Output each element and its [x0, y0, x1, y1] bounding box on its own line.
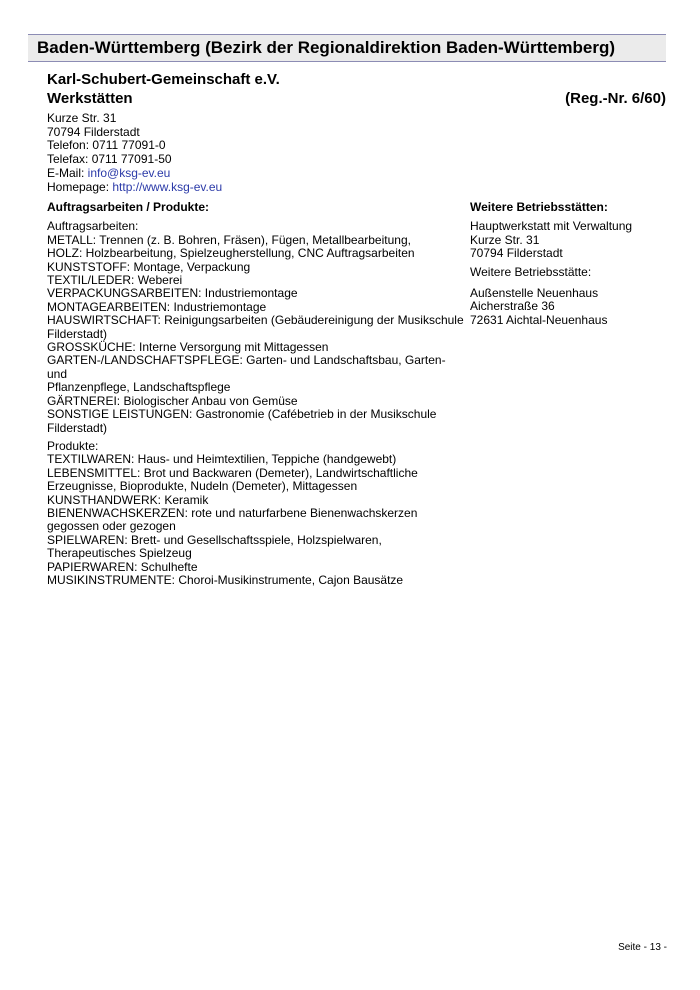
produkte-line: MUSIKINSTRUMENTE: Choroi-Musikinstrumente, Cajon Bausätze: [47, 572, 404, 587]
auftrag-line: SONSTIGE LEISTUNGEN: Gastronomie (Cafébetrieb in der Musikschule: [47, 407, 437, 422]
contact-city: 70794 Filderstadt: [47, 124, 140, 139]
further-sites-heading: Weitere Betriebsstätten:: [470, 200, 608, 214]
further-site-label: Weitere Betriebsstätte:: [470, 264, 592, 279]
region-title: Baden-Württemberg (Bezirk der Regionaldirektion Baden-Württemberg): [37, 38, 616, 57]
contact-homepage-row: [47, 181, 222, 195]
auftrag-line: TEXTIL/LEDER: Weberei: [47, 273, 183, 288]
produkte-line: PAPIERWAREN: Schulhefte: [47, 559, 198, 574]
auftrag-line: KUNSTSTOFF: Montage, Verpackung: [47, 259, 251, 274]
auftrag-block: [47, 220, 465, 435]
auftrag-line: Filderstadt): [47, 420, 108, 435]
auftrag-line: Pflanzenpflege, Landschaftspflege: [47, 380, 231, 395]
produkte-line: SPIELWAREN: Brett- und Gesellschaftsspiele, Holzspielwaren,: [47, 532, 382, 547]
services-products-column: [47, 201, 465, 592]
branch-site-line: 72631 Aichtal-Neuenhaus: [470, 312, 608, 327]
contact-email-row: [47, 167, 222, 181]
auftrag-line: GARTEN-/LANDSCHAFTSPFLEGE: Garten- und Landschaftsbau, Garten- und: [47, 353, 446, 381]
produkte-title: Produkte:: [47, 438, 99, 453]
auftrag-line: GROSSKÜCHE: Interne Versorgung mit Mittagessen: [47, 340, 329, 355]
further-site-label-block: [470, 266, 670, 279]
produkte-line: LEBENSMITTEL: Brot und Backwaren (Demeter), Landwirtschaftliche: [47, 465, 418, 480]
produkte-line: KUNSTHANDWERK: Keramik: [47, 492, 209, 507]
auftrag-line: HAUSWIRTSCHAFT: Reinigungsarbeiten (Gebäudereinigung der Musikschule: [47, 313, 464, 328]
auftrag-line: Filderstadt): [47, 326, 108, 341]
auftrag-title: Auftragsarbeiten:: [47, 219, 139, 234]
page-number: Seite - 13 -: [618, 942, 667, 953]
main-site-line: Hauptwerkstatt mit Verwaltung: [470, 219, 633, 234]
auftrag-line: GÄRTNEREI: Biologischer Anbau von Gemüse: [47, 393, 298, 408]
email-label: E-Mail:: [47, 165, 88, 180]
auftrag-line: MONTAGEARBEITEN: Industriemontage: [47, 299, 267, 314]
produkte-line: gegossen oder gezogen: [47, 519, 176, 534]
produkte-line: BIENENWACHSKERZEN: rote und naturfarbene Bienenwachskerzen: [47, 505, 418, 520]
further-sites-column: [470, 201, 670, 332]
homepage-link[interactable]: http://www.ksg-ev.eu: [112, 179, 223, 194]
produkte-line: Erzeugnisse, Bioprodukte, Nudeln (Demeter), Mittagessen: [47, 479, 358, 494]
branch-site-line: Außenstelle Neuenhaus: [470, 286, 599, 301]
homepage-label: Homepage:: [47, 179, 113, 194]
auftrag-line: METALL: Trennen (z. B. Bohren, Fräsen), Fügen, Metallbearbeitung,: [47, 232, 411, 247]
branch-site-line: Aicherstraße 36: [470, 299, 555, 314]
produkte-block: [47, 440, 465, 587]
auftrag-line: VERPACKUNGSARBEITEN: Industriemontage: [47, 286, 298, 301]
email-link[interactable]: info@ksg-ev.eu: [87, 165, 171, 180]
main-site-line: Kurze Str. 31: [470, 232, 540, 247]
main-site-block: [470, 220, 670, 260]
auftrag-line: HOLZ: Holzbearbeitung, Spielzeugherstellung, CNC Auftragsarbeiten: [47, 246, 415, 261]
contact-block: [47, 112, 222, 194]
contact-phone: Telefon: 0711 77091-0: [47, 138, 166, 153]
produkte-line: Therapeutisches Spielzeug: [47, 546, 192, 561]
services-products-heading: Auftragsarbeiten / Produkte:: [47, 200, 210, 214]
organization-subtitle: Werkstätten: [47, 90, 133, 107]
main-site-line: 70794 Filderstadt: [470, 246, 563, 261]
region-header-bar: [28, 34, 666, 62]
produkte-line: TEXTILWAREN: Haus- und Heimtextilien, Teppiche (handgewebt): [47, 452, 397, 467]
registration-number: (Reg.-Nr. 6/60): [565, 90, 666, 107]
organization-name: Karl-Schubert-Gemeinschaft e.V.: [47, 71, 280, 88]
branch-site-block: [470, 287, 670, 327]
contact-street: Kurze Str. 31: [47, 111, 117, 125]
contact-fax: Telefax: 0711 77091-50: [47, 152, 172, 167]
